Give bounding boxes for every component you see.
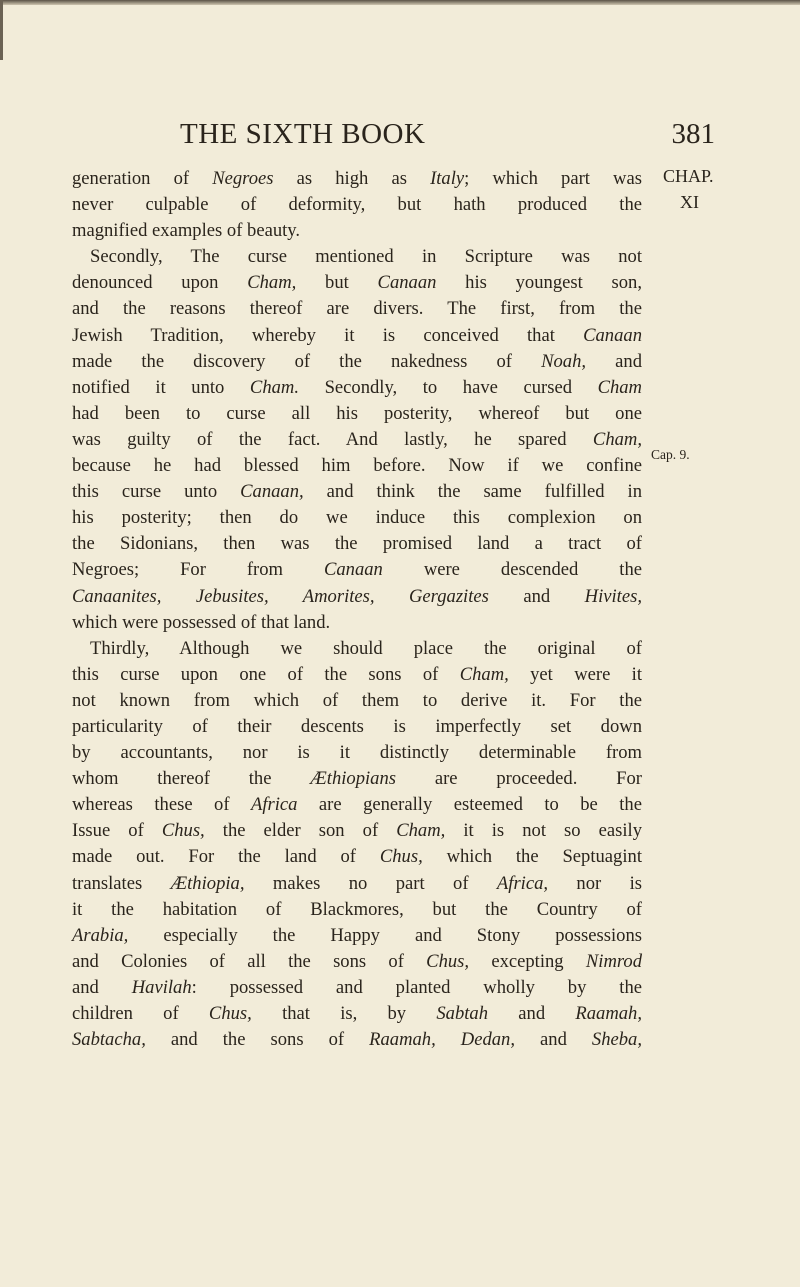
text-segment: : possessed and planted wholly by the: [191, 976, 642, 998]
text-line: [72, 584, 642, 610]
text-line: [72, 505, 642, 531]
text-segment: never culpable of deformity, but hath produced the: [72, 194, 642, 216]
italic-text: Raamah,: [575, 1003, 642, 1024]
text-segment: made the discovery of the nakedness of: [72, 350, 542, 372]
text-segment: magnified examples of beauty.: [72, 220, 301, 242]
text-segment: by accountants, nor is it distinctly determinable from: [72, 742, 642, 764]
text-segment: the elder son of: [204, 820, 397, 842]
italic-text: Sabtah: [436, 1003, 489, 1024]
italic-text: Canaanites, Jebusites, Amorites, Gergazites: [72, 585, 489, 607]
text-segment: the Sidonians, then was the promised land a tract of: [72, 533, 642, 555]
text-line: [72, 714, 642, 740]
italic-text: Africa,: [496, 872, 549, 894]
text-line: [72, 244, 642, 270]
text-line: [72, 897, 642, 923]
text-segment: which were possessed of that land.: [72, 611, 331, 633]
text-segment: Jewish Tradition, whereby it is conceived that: [72, 324, 584, 346]
italic-text: Cham: [597, 376, 642, 398]
text-segment: particularity of their descents is imperfectly set down: [72, 715, 642, 737]
text-segment: generation of: [72, 168, 213, 189]
text-line: [72, 636, 642, 662]
text-segment: whom thereof the: [72, 768, 311, 790]
text-segment: not known from which of them to derive it. For the: [72, 689, 642, 711]
text-segment: translates: [72, 872, 171, 894]
body-text: [72, 166, 642, 1053]
text-line: [72, 270, 642, 296]
italic-text: Canaan: [583, 324, 642, 346]
text-segment: notified it unto: [72, 376, 250, 398]
text-line: [72, 610, 642, 636]
italic-text: Chus,: [426, 950, 470, 972]
text-line: [72, 792, 642, 818]
text-segment: Secondly, to have cursed: [299, 376, 598, 398]
margin-chap-label: CHAP.: [663, 166, 714, 186]
text-segment: children of: [72, 1003, 209, 1024]
text-segment: his youngest son,: [436, 272, 642, 294]
text-line: [72, 323, 642, 349]
text-segment: especially the Happy and Stony possessions: [128, 924, 642, 946]
text-segment: Negroes; For from: [72, 559, 324, 581]
text-line: [72, 192, 642, 218]
text-segment: Issue of: [72, 820, 162, 842]
italic-text: Chus,: [161, 820, 205, 842]
italic-text: Sheba,: [591, 1029, 642, 1051]
running-head: THE SIXTH BOOK: [180, 118, 426, 150]
text-line: [72, 1001, 642, 1027]
text-line: [72, 818, 642, 844]
text-segment: excepting: [469, 950, 586, 972]
italic-text: Noah,: [541, 350, 587, 372]
text-segment: makes no part of: [244, 872, 497, 894]
text-segment: made out. For the land of: [72, 846, 380, 868]
text-segment: it the habitation of Blackmores, but the Country of: [72, 898, 642, 920]
text-line: [72, 923, 642, 949]
italic-text: Æthiopia,: [170, 872, 245, 894]
text-segment: whereas these of: [72, 794, 251, 816]
text-line: [72, 453, 642, 479]
italic-text: Cham,: [459, 663, 509, 685]
text-line: [72, 844, 642, 870]
text-segment: Secondly, The curse mentioned in Scripture was not: [90, 246, 642, 268]
text-segment: and: [72, 976, 132, 998]
italic-text: Cham,: [592, 428, 642, 450]
text-segment: and: [488, 585, 585, 607]
text-segment: nor is: [548, 872, 643, 894]
text-segment: and the sons of: [145, 1029, 370, 1051]
text-segment: had been to curse all his posterity, whereof but one: [72, 402, 642, 424]
text-line: [72, 375, 642, 401]
text-line: [72, 871, 642, 897]
italic-text: Arabia,: [72, 924, 129, 946]
text-segment: which the Septuagint: [422, 846, 642, 868]
text-segment: and: [586, 350, 642, 372]
text-line: [72, 166, 642, 192]
text-segment: and: [488, 1003, 576, 1024]
italic-text: Italy: [430, 168, 465, 189]
text-line: [72, 479, 642, 505]
text-segment: and: [515, 1029, 592, 1051]
italic-text: Chus,: [379, 846, 423, 868]
page-header: [180, 118, 715, 154]
italic-text: Raamah, Dedan,: [369, 1029, 515, 1051]
text-segment: ; which part was: [464, 168, 642, 189]
text-segment: it is not so easily: [445, 820, 643, 842]
italic-text: Canaan: [377, 272, 437, 294]
text-line: [72, 688, 642, 714]
italic-text: Africa: [250, 794, 298, 816]
italic-text: Havilah: [131, 976, 192, 998]
italic-text: Canaan,: [240, 481, 304, 503]
italic-text: Negroes: [212, 168, 274, 189]
italic-text: Hivites,: [584, 585, 642, 607]
italic-text: Cham,: [247, 272, 297, 294]
text-segment: that is, by: [251, 1003, 437, 1024]
text-line: [72, 662, 642, 688]
text-segment: Thirdly, Although we should place the original of: [90, 637, 642, 659]
text-line: [72, 296, 642, 322]
italic-text: Sabtacha,: [72, 1029, 146, 1051]
page-top-edge: [0, 0, 800, 5]
text-line: [72, 218, 642, 244]
text-line: [72, 1027, 642, 1053]
page-number: 381: [671, 118, 715, 150]
text-segment: and think the same fulfilled in: [303, 481, 642, 503]
text-segment: yet were it: [508, 663, 643, 685]
text-line: [72, 949, 642, 975]
text-segment: and the reasons thereof are divers. The first, from the: [72, 298, 642, 320]
margin-cap-reference: Cap. 9.: [651, 447, 690, 462]
italic-text: Cham,: [396, 820, 446, 842]
text-segment: denounced upon: [72, 272, 248, 294]
text-line: [72, 531, 642, 557]
italic-text: Cham.: [249, 376, 299, 398]
text-segment: as high as: [273, 168, 431, 189]
text-segment: are generally esteemed to be the: [297, 794, 642, 816]
text-line: [72, 766, 642, 792]
italic-text: Nimrod: [585, 950, 643, 972]
italic-text: Canaan: [323, 559, 383, 581]
text-line: [72, 427, 642, 453]
italic-text: Æthiopians: [310, 768, 397, 790]
text-line: [72, 401, 642, 427]
text-segment: his posterity; then do we induce this complexion on: [72, 507, 642, 529]
text-segment: were descended the: [382, 559, 642, 581]
text-segment: and Colonies of all the sons of: [72, 950, 427, 972]
text-segment: this curse upon one of the sons of: [72, 663, 460, 685]
text-segment: was guilty of the fact. And lastly, he spared: [72, 428, 593, 450]
text-segment: because he had blessed him before. Now if we confine: [72, 455, 642, 477]
italic-text: Chus,: [208, 1003, 252, 1024]
text-segment: are proceeded. For: [396, 768, 643, 790]
text-line: [72, 557, 642, 583]
text-line: [72, 975, 642, 1001]
text-line: [72, 740, 642, 766]
text-line: [72, 349, 642, 375]
text-segment: but: [296, 272, 378, 294]
page-left-edge: [0, 0, 3, 60]
text-segment: this curse unto: [72, 481, 241, 503]
margin-chap-number: XI: [680, 192, 699, 212]
